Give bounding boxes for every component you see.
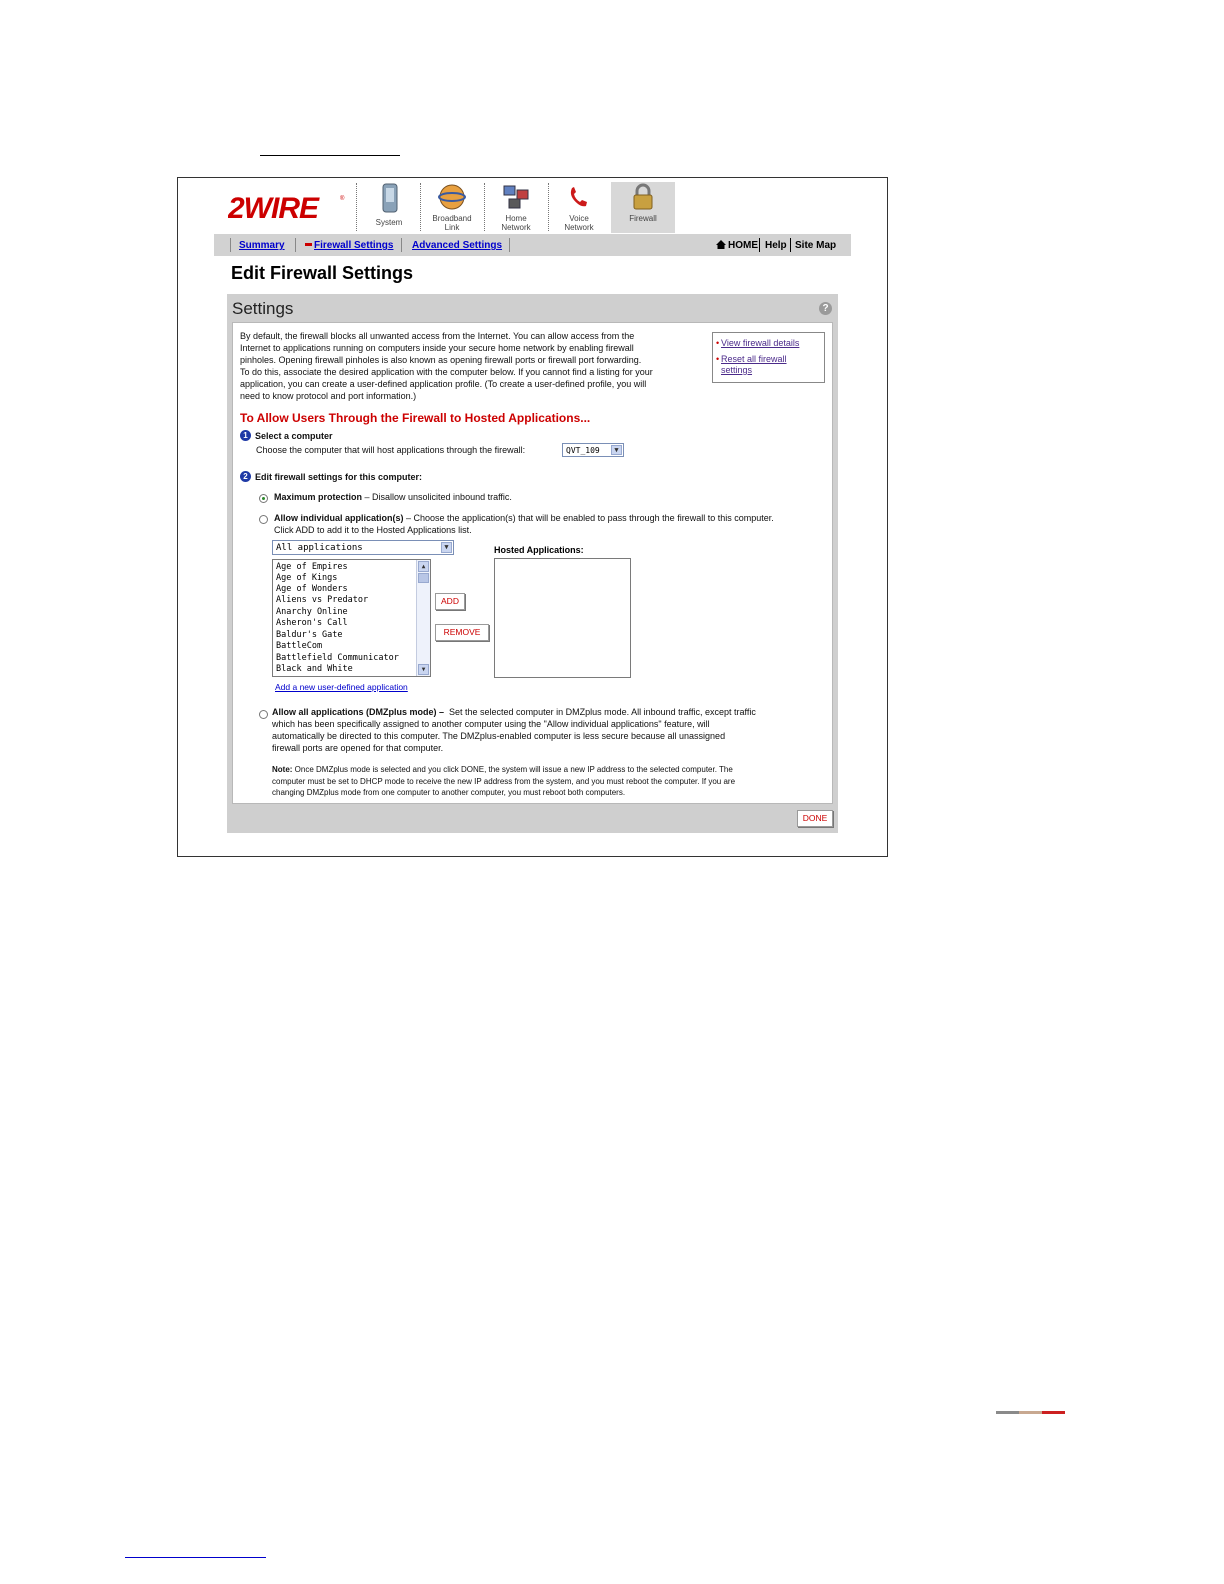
brand-logo[interactable]	[228, 192, 348, 222]
panel-title: Settings	[232, 299, 294, 318]
hosted-applications-list[interactable]	[494, 558, 631, 678]
note-line: changing DMZplus mode from one computer to another computer, you must reboot both computers.	[272, 788, 626, 797]
scroll-up-icon[interactable]: ▲	[418, 561, 429, 572]
list-item[interactable]: Anarchy Online	[276, 607, 348, 617]
list-scrollbar[interactable]	[416, 560, 430, 676]
phone-icon	[564, 182, 594, 212]
step-one-icon: 1	[240, 430, 251, 441]
subnav-separator	[401, 238, 402, 252]
home-network-icon	[501, 182, 531, 212]
home-link[interactable]: HOME	[728, 240, 758, 251]
intro-line: By default, the firewall blocks all unwanted access from the Internet. You can allow access from the	[240, 331, 635, 341]
remove-button[interactable]: REMOVE	[435, 624, 489, 641]
chevron-down-icon: ▼	[441, 542, 452, 553]
site-map-link[interactable]: Site Map	[795, 240, 837, 251]
globe-icon	[437, 182, 467, 212]
dmzplus-radio[interactable]	[259, 710, 268, 719]
tab-broadband-label: Broadband	[432, 214, 472, 223]
step-one-desc: Choose the computer that will host applications through the firewall:	[256, 445, 526, 455]
tab-separator	[420, 183, 421, 231]
tab-system-label: System	[375, 218, 403, 227]
intro-line: need to know protocol and port information.)	[240, 391, 417, 401]
bullet-icon: •	[716, 354, 720, 364]
home-icon	[716, 240, 726, 252]
dmzplus-line: which has been specifically assigned to another computer using the "Allow individual applications" feature, will	[272, 719, 710, 729]
dmzplus-label	[272, 706, 812, 754]
hosted-applications-label: Hosted Applications:	[494, 545, 584, 555]
chevron-down-icon: ▼	[611, 445, 622, 455]
page-title: Edit Firewall Settings	[231, 263, 414, 283]
note-text: Once DMZplus mode is selected and you click DONE, the system will issue a new IP address to the selected computer. The	[292, 765, 733, 774]
subnav-separator	[759, 238, 760, 252]
note-label: Note:	[272, 765, 293, 774]
intro-line: Internet to applications running on computers inside your secure home network by enabling firewall	[240, 343, 634, 353]
individual-apps-label	[274, 512, 774, 524]
individual-apps-desc2: Click ADD to add it to the Hosted Applications list.	[274, 525, 472, 535]
svg-text:2WIRE: 2WIRE	[228, 192, 319, 222]
note-line: computer must be set to DHCP mode to receive the new IP address from the system, and you must reboot the computer. If you are	[272, 776, 736, 786]
tab-voice-label2: Network	[564, 223, 594, 232]
tab-separator	[356, 183, 357, 231]
subnav-separator	[509, 238, 510, 252]
tab-voice-network[interactable]	[553, 182, 605, 233]
lock-icon	[628, 182, 658, 212]
list-item[interactable]: Baldur's Gate	[276, 630, 343, 640]
individual-apps-title: Allow individual application(s)	[274, 513, 404, 523]
reset-firewall-link-line2[interactable]: settings	[721, 365, 753, 375]
step-two-title: Edit firewall settings for this computer:	[255, 472, 423, 482]
max-protection-title: Maximum protection	[274, 492, 363, 502]
add-button[interactable]: ADD	[435, 593, 465, 610]
note-line	[272, 764, 812, 776]
application-filter-select[interactable]	[272, 540, 454, 555]
intro-line: pinholes. Opening firewall pinholes is also known as opening firewall ports or firewall port forwarding.	[240, 355, 642, 365]
view-firewall-details-link[interactable]: View firewall details	[721, 338, 800, 348]
sub-navigation	[214, 234, 851, 256]
add-user-defined-app-link[interactable]: Add a new user-defined application	[275, 682, 408, 692]
footer-link-underline	[125, 1557, 266, 1558]
list-item[interactable]: Asheron's Call	[276, 618, 348, 628]
help-link[interactable]: Help	[765, 240, 787, 251]
intro-text	[240, 330, 705, 402]
computer-select[interactable]	[562, 443, 624, 457]
active-marker-icon	[305, 243, 312, 246]
max-protection-radio[interactable]	[259, 494, 268, 503]
individual-apps-radio[interactable]	[259, 515, 268, 524]
application-filter-value: All applications	[276, 543, 363, 553]
tab-home-label2: Network	[501, 223, 531, 232]
tab-firewall-label: Firewall	[629, 214, 657, 223]
subnav-separator	[295, 238, 296, 252]
dmzplus-title: Allow all applications (DMZplus mode) –	[272, 707, 445, 717]
reset-firewall-link[interactable]: Reset all firewall	[721, 354, 787, 364]
svg-text:®: ®	[340, 196, 345, 202]
list-item[interactable]: Age of Kings	[276, 573, 338, 583]
bullet-icon: •	[716, 338, 720, 348]
applications-list[interactable]	[272, 559, 431, 677]
tab-voice-label: Voice	[569, 214, 589, 223]
step-one-title: Select a computer	[255, 431, 333, 441]
tab-broadband-label2: Link	[444, 223, 460, 232]
tab-home-label: Home	[505, 214, 527, 223]
list-item[interactable]: Aliens vs Predator	[276, 595, 369, 605]
subnav-advanced-settings[interactable]: Advanced Settings	[412, 240, 503, 251]
intro-line: application, you can create a user-defined application profile. (To create a user-defined profile, you will	[240, 379, 647, 389]
tab-home-network[interactable]	[490, 182, 542, 233]
list-item[interactable]: BattleCom	[276, 641, 323, 651]
tab-separator	[548, 183, 549, 231]
dmzplus-line	[272, 706, 812, 718]
scroll-down-icon[interactable]: ▼	[418, 664, 429, 675]
list-item[interactable]: Age of Empires	[276, 562, 348, 572]
dmzplus-desc: Set the selected computer in DMZplus mode. All inbound traffic, except traffic	[444, 707, 756, 717]
max-protection-label	[274, 491, 512, 503]
tab-system[interactable]	[363, 182, 415, 233]
done-button[interactable]: DONE	[797, 810, 833, 827]
dmzplus-line: automatically be directed to this computer. The DMZplus-enabled computer is less secure because all unassigned	[272, 731, 726, 741]
list-item[interactable]: Battlefield Communicator	[276, 653, 399, 663]
list-item[interactable]: Age of Wonders	[276, 584, 348, 594]
tab-firewall[interactable]	[611, 182, 675, 233]
dmzplus-note	[272, 764, 812, 799]
system-icon	[374, 182, 404, 212]
footer-color-rule	[996, 1401, 1066, 1404]
subnav-separator	[790, 238, 791, 252]
individual-apps-desc: – Choose the application(s) that will be enabled to pass through the firewall to this computer.	[403, 513, 774, 523]
tab-broadband-link[interactable]	[426, 182, 478, 233]
help-icon[interactable]: ?	[819, 302, 832, 315]
related-links-box	[712, 332, 825, 383]
intro-line: To do this, associate the desired application with the computer below. If you cannot find a listing for your	[240, 367, 653, 377]
computer-select-value: QVT_109	[566, 446, 600, 455]
section-title: To Allow Users Through the Firewall to Hosted Applications...	[240, 411, 591, 425]
subnav-firewall-settings[interactable]: Firewall Settings	[314, 240, 394, 251]
step-two-icon: 2	[240, 471, 251, 482]
dmzplus-line: firewall ports are opened for that computer.	[272, 743, 444, 753]
max-protection-desc: – Disallow unsolicited inbound traffic.	[362, 492, 512, 502]
subnav-summary[interactable]: Summary	[239, 240, 285, 251]
tab-separator	[484, 183, 485, 231]
list-item[interactable]: Black and White	[276, 664, 353, 674]
top-rule	[260, 155, 400, 156]
scroll-thumb[interactable]	[418, 573, 429, 583]
subnav-separator	[230, 238, 231, 252]
